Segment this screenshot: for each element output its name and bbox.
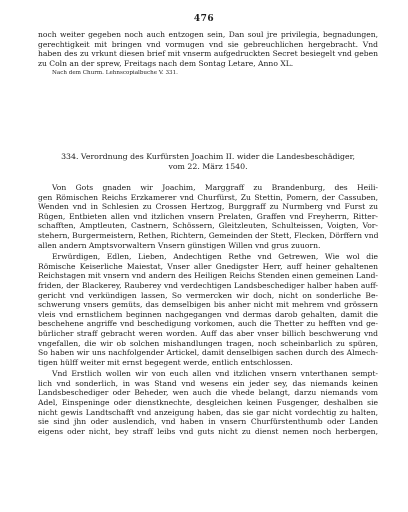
text-line: schafften, Amptleuten, Castnern, Schössern, Gleitzleuten, Schulteissen, Voigten, Vor- [38, 221, 378, 231]
text-line: beschehene angriffe vnd beschedigung vorkomen, auch die Thetter zu hefften vnd ge- [38, 319, 378, 329]
text-line: Landsbeschediger oder Beheder, wen auch die vhede belangt, darzu niemands vom [38, 388, 378, 398]
paragraph-1 [38, 183, 378, 250]
text-line: noch weiter gegeben noch auch entzogen sein, Dan soul jre privilegia, begnadungen, [38, 30, 378, 39]
text-line: sie sind jhn oder auslendich, vnd haben in vnsern Churfürstenthumb oder Landen [38, 417, 378, 427]
text-line: haben des zu vrkunt diesen brief mit vnserm aufgedruckten Secret besiegelt vnd geben [38, 49, 378, 59]
text-line: Adel, Einspeninge oder dienstknechte, desgleichen keinen Fusgenger, deshalben sie [38, 398, 378, 408]
text-line: friden, der Blackerey, Rauberey vnd verdechtigen Landsbeschediger halber haben auff- [38, 280, 378, 290]
page-number: 476 [193, 14, 215, 24]
text-line: stehern, Burgermeistern, Rethen, Richtern, Gemeinden der Stett, Flecken, Dörffern vnd [38, 230, 378, 240]
text-line: vleis vnd ernstlichem beginnen nachgegangen vnd dermas darob gehalten, damit die [38, 309, 378, 319]
previous-document-ending [38, 30, 378, 78]
heading-date: vom 22. März 1540. [168, 162, 248, 171]
text-line: bürlicher straff gebracht weren worden. Auff das aber vnser billich beschwerung vnd [38, 328, 378, 338]
text-line: Reichstagen mit vnsern vnd andern des Heiligen Reichs Stenden einen gemeinen Land- [38, 271, 378, 281]
text-line: vngefallen, die wir ob solchen mishandlungen tragen, noch scheinbarlich zu spüren, [38, 338, 378, 348]
text-line: gen Römischen Reichs Erzkamerer vnd Churfürst, Zu Stettin, Pomern, der Cassuben, [38, 192, 378, 202]
paragraph-2 [38, 252, 378, 367]
text-line: lich vnd sonderlich, in was Stand vnd wesens ein jeder sey, das niemands keinen [38, 378, 378, 388]
text-line: Rügen, Entbieten allen vnd itzlichen vnsern Prelaten, Graffen vnd Freyherrn, Ritter- [38, 211, 378, 221]
text-line: Von Gots gnaden wir Joachim, Marggraff zu Brandenburg, des Heili- [52, 183, 378, 192]
text-line: zu Coln an der sprew, Freitags nach dem Sontag Letare, Anno XL. [38, 58, 294, 68]
text-line: schwerung vnsers gemüts, das demselbigen bis anher nicht mit mehrem vnd grössern [38, 300, 378, 310]
text-line: nicht gewis Landtschafft vnd anzeigung haben, das sie gar nicht vordechtig zu halten, [38, 407, 378, 417]
text-line: tigen hülff weiter mit ernst begegent werde, entlich entschlossen. [38, 357, 293, 367]
document-heading [38, 152, 378, 172]
paragraph-3 [38, 369, 378, 436]
document-body [38, 183, 378, 436]
text-line: Vnd Erstlich wollen wir von euch allen vnd itzlichen vnsern vnterthanen sempt- [52, 369, 378, 379]
text-line: gericht vnd verkündigen lassen, So vermercken wir doch, nicht on sonderliche Be- [38, 290, 378, 300]
text-line: Römische Keiserliche Maiestat, Vnser aller Gnedigster Herr, auff heiner gehaltenen [38, 261, 378, 271]
text-line: allen andern Amptsvorwaltern Vnsern günstigen Willen vnd grus zuuorn. [38, 240, 321, 250]
heading-title: 334. Verordnung des Kurfürsten Joachim II. wider die Landesbeschädiger, [61, 152, 355, 161]
text-line: eigens oder nicht, bey straff leibs vnd guts nicht zu dienst nemen noch herbergen, [38, 426, 378, 436]
text-line: gerechtigkeit mit bringen vnd vormugen vnd sie gebreuchlichen hergebracht. Vnd [38, 39, 378, 49]
source-footnote: Nach dem Churm. Lehnscopialbuche V. 331. [52, 70, 178, 77]
text-line: So haben wir uns nachfolgender Artickel, damit denselbigen sachen durch des Almech- [38, 348, 378, 358]
text-line: Wenden vnd in Schlesien zu Crossen Hertzog, Burggraff zu Nurmberg vnd Furst zu [38, 202, 378, 212]
text-line: Erwürdigen, Edlen, Lieben, Andechtigen Rethe vnd Getrewen, Wie wol die [52, 252, 378, 262]
